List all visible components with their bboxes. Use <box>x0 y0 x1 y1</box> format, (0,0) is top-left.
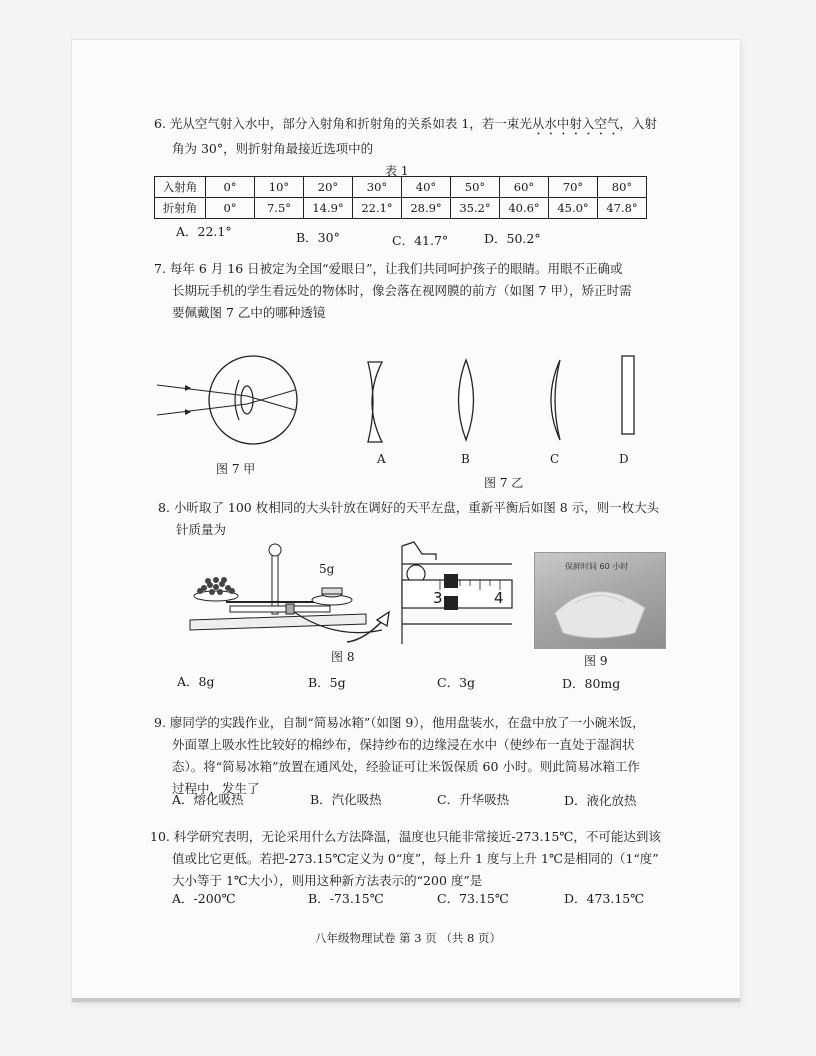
bowl-under-gauze-image <box>535 553 665 648</box>
q9-option-b: B．汽化吸热 <box>310 792 382 807</box>
q10-option-a: A．-200℃ <box>172 891 236 906</box>
table-cell: 22.1° <box>353 198 402 219</box>
question-6 <box>154 113 674 160</box>
arrow-icon <box>185 409 191 415</box>
q8-option-a: A．8g <box>177 674 215 689</box>
q9-option-a: A．熔化吸热 <box>172 792 244 807</box>
question-6-text-a: 光从空气射入水中，部分入射角和折射角的关系如表 1，若一束光 <box>169 116 532 131</box>
table-cell: 45.0° <box>549 198 598 219</box>
table-row-header: 入射角 <box>155 177 206 198</box>
q9-option-c: C．升华吸热 <box>437 792 510 807</box>
figure-8-caption: 图 8 <box>331 650 355 664</box>
question-9-line4: 过程中，发生了 <box>172 781 260 796</box>
light-ray <box>247 390 295 404</box>
question-9 <box>154 712 674 800</box>
table-cell: 50° <box>451 177 500 198</box>
table-cell: 80° <box>598 177 647 198</box>
lens-label-c: C <box>550 452 560 466</box>
question-6-emphasis: 从水中射入空气 <box>531 116 620 131</box>
q8-option-b: B．5g <box>308 675 346 690</box>
q6-option-d: D．50.2° <box>484 231 541 246</box>
cornea <box>235 380 239 420</box>
light-ray <box>157 404 247 415</box>
table-cell: 20° <box>304 177 353 198</box>
table-cell: 28.9° <box>402 198 451 219</box>
q9-option-d: D．液化放热 <box>564 793 637 808</box>
q6-option-c: C．41.7° <box>392 233 449 248</box>
table-cell: 40° <box>402 177 451 198</box>
table-row <box>155 198 647 219</box>
table-cell: 70° <box>549 177 598 198</box>
question-8-line2: 针质量为 <box>176 522 227 537</box>
question-6-line2: 角为 30°，则折射角最接近选项中的 <box>172 141 374 156</box>
question-7-line1: 每年 6 月 16 日被定为全国“爱眼日”，让我们共同呵护孩子的眼睛。用眼不正确或 <box>169 261 623 276</box>
scale-label-3: 3 <box>433 589 443 607</box>
table-cell: 47.8° <box>598 198 647 219</box>
table-cell: 30° <box>353 177 402 198</box>
table-cell: 7.5° <box>255 198 304 219</box>
lens-label-a: A <box>377 452 386 466</box>
pointer-arrow-icon <box>345 608 395 648</box>
table-cell: 0° <box>206 198 255 219</box>
eye-diagram <box>155 350 305 450</box>
question-9-number: 9. <box>154 715 166 730</box>
rider <box>286 604 294 614</box>
question-10 <box>150 826 674 892</box>
figure-9-photo <box>534 552 666 649</box>
figure-7b-caption: 图 7 乙 <box>484 476 524 490</box>
q8-option-c: C．3g <box>437 675 476 690</box>
question-7-number: 7. <box>154 261 166 276</box>
photo-label: 保鲜时间 60 小时 <box>565 562 629 571</box>
table-cell: 10° <box>255 177 304 198</box>
table-cell: 35.2° <box>451 198 500 219</box>
q6-option-a: A．22.1° <box>176 224 232 239</box>
question-6-text-b: ，入射 <box>619 116 657 131</box>
question-7-line3: 要佩戴图 7 乙中的哪种透镜 <box>172 305 326 320</box>
question-10-number: 10. <box>150 829 170 844</box>
lens-label-b: B <box>461 452 470 466</box>
question-8-number: 8. <box>158 500 170 515</box>
arrow-icon <box>185 385 191 391</box>
question-7-line2: 长期玩手机的学生看远处的物体时，像会落在视网膜的前方（如图 7 甲），矫正时需 <box>172 283 632 298</box>
table-row-header: 折射角 <box>155 198 206 219</box>
q10-option-d: D．473.15℃ <box>564 891 645 906</box>
rider-block <box>444 596 458 610</box>
question-9-line3: 态）。将“简易冰箱”放置在通风处，经验证可让米饭保质 60 小时。则此简易冰箱工作 <box>172 759 640 774</box>
q10-option-c: C．73.15℃ <box>437 891 509 906</box>
lens-c <box>540 358 570 442</box>
question-9-line2: 外面罩上吸水性比较好的棉纱布，保持纱布的边缘浸在水中（使纱布一直处于湿润状 <box>172 737 635 752</box>
table-cell: 40.6° <box>500 198 549 219</box>
question-8-line1: 小昕取了 100 枚相同的大头针放在调好的天平左盘，重新平衡后如图 8 示，则一枚大头 <box>173 500 660 515</box>
weight-label: 5g <box>319 562 335 576</box>
table-1-title: 表 1 <box>385 164 409 178</box>
lens-label-d: D <box>619 452 629 466</box>
table-cell: 60° <box>500 177 549 198</box>
rider-block <box>444 574 458 588</box>
table-row <box>155 177 647 198</box>
q6-option-b: B．30° <box>296 230 340 245</box>
light-ray <box>157 385 247 396</box>
lens-d <box>620 354 640 438</box>
refraction-table <box>154 176 647 219</box>
figure-7a-caption: 图 7 甲 <box>216 462 256 476</box>
lens-a <box>360 360 400 444</box>
scale-label-4: 4 <box>494 589 504 607</box>
q8-option-d: D．80mg <box>562 676 621 691</box>
lens-b <box>451 358 481 442</box>
question-8 <box>158 497 678 541</box>
question-10-line1: 科学研究表明，无论采用什么方法降温，温度也只能非常接近-273.15℃，不可能达到该 <box>173 829 661 844</box>
question-6-number: 6. <box>154 116 166 131</box>
eye-lens <box>241 386 253 414</box>
figure-9-caption: 图 9 <box>584 654 608 668</box>
table-cell: 14.9° <box>304 198 353 219</box>
page-footer: 八年级物理试卷 第 3 页 （共 8 页） <box>314 931 502 945</box>
page-edge <box>72 998 740 1002</box>
question-10-line2: 值或比它更低。若把-273.15℃定义为 0“度”，每上升 1 度与上升 1℃是相同的（1“度” <box>172 851 659 866</box>
light-ray <box>247 396 295 410</box>
q10-option-b: B．-73.15℃ <box>308 891 384 906</box>
question-9-line1: 廖同学的实践作业，自制“简易冰箱”（如图 9），他用盘装水，在盘中放了一小碗米饭， <box>169 715 645 730</box>
question-10-line3: 大小等于 1℃大小），则用这种新方法表示的“200 度”是 <box>172 873 483 888</box>
table-cell: 0° <box>206 177 255 198</box>
question-7 <box>154 258 674 324</box>
